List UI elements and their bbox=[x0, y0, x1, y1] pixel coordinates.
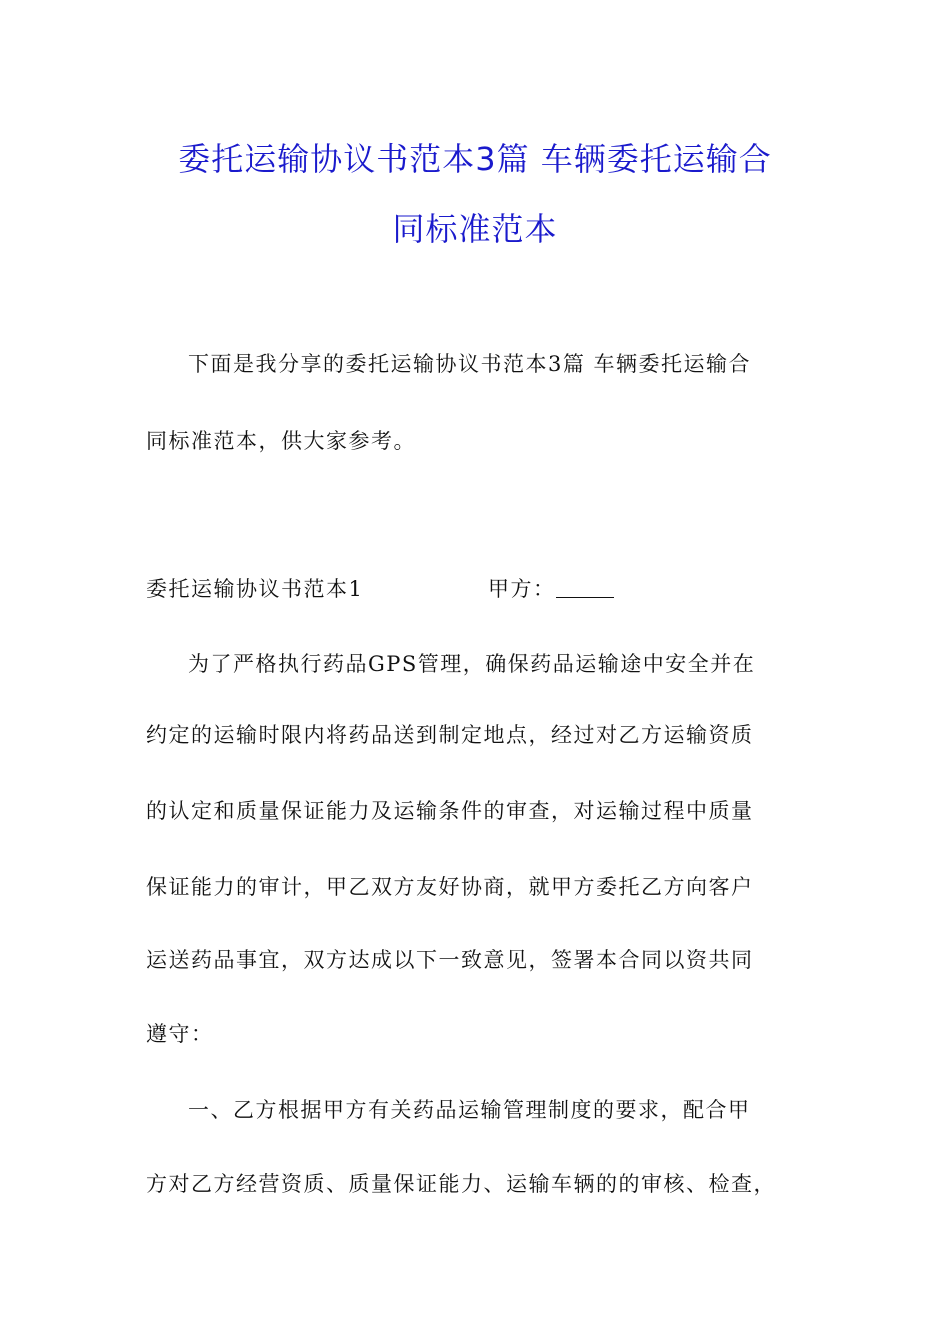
party-a-blank bbox=[556, 579, 614, 598]
document-title-line-1: 委托运输协议书范本3篇 车辆委托运输合 bbox=[178, 140, 772, 178]
clause-line-1: 一、乙方根据甲方有关药品运输管理制度的要求，配合甲 bbox=[188, 1098, 751, 1122]
body-line-1: 为了严格执行药品GPS管理，确保药品运输途中安全并在 bbox=[188, 652, 756, 676]
section-heading: 委托运输协议书范本1 bbox=[146, 577, 364, 601]
party-a-field bbox=[488, 573, 614, 603]
document-title-line-2: 同标准范本 bbox=[392, 210, 558, 248]
body-line-3: 的认定和质量保证能力及运输条件的审查，对运输过程中质量 bbox=[146, 799, 754, 823]
section-heading-row bbox=[146, 573, 826, 603]
body-line-4: 保证能力的审计，甲乙双方友好协商，就甲方委托乙方向客户 bbox=[146, 875, 754, 899]
body-line-5: 运送药品事宜，双方达成以下一致意见，签署本合同以资共同 bbox=[146, 948, 754, 972]
intro-line-1: 下面是我分享的委托运输协议书范本3篇 车辆委托运输合 bbox=[188, 352, 752, 376]
intro-line-2: 同标准范本，供大家参考。 bbox=[146, 429, 416, 453]
body-line-6: 遵守： bbox=[146, 1022, 214, 1046]
clause-line-2: 方对乙方经营资质、质量保证能力、运输车辆的的审核、检查， bbox=[146, 1172, 776, 1196]
body-line-2: 约定的运输时限内将药品送到制定地点，经过对乙方运输资质 bbox=[146, 723, 754, 747]
party-a-label: 甲方： bbox=[488, 577, 556, 601]
